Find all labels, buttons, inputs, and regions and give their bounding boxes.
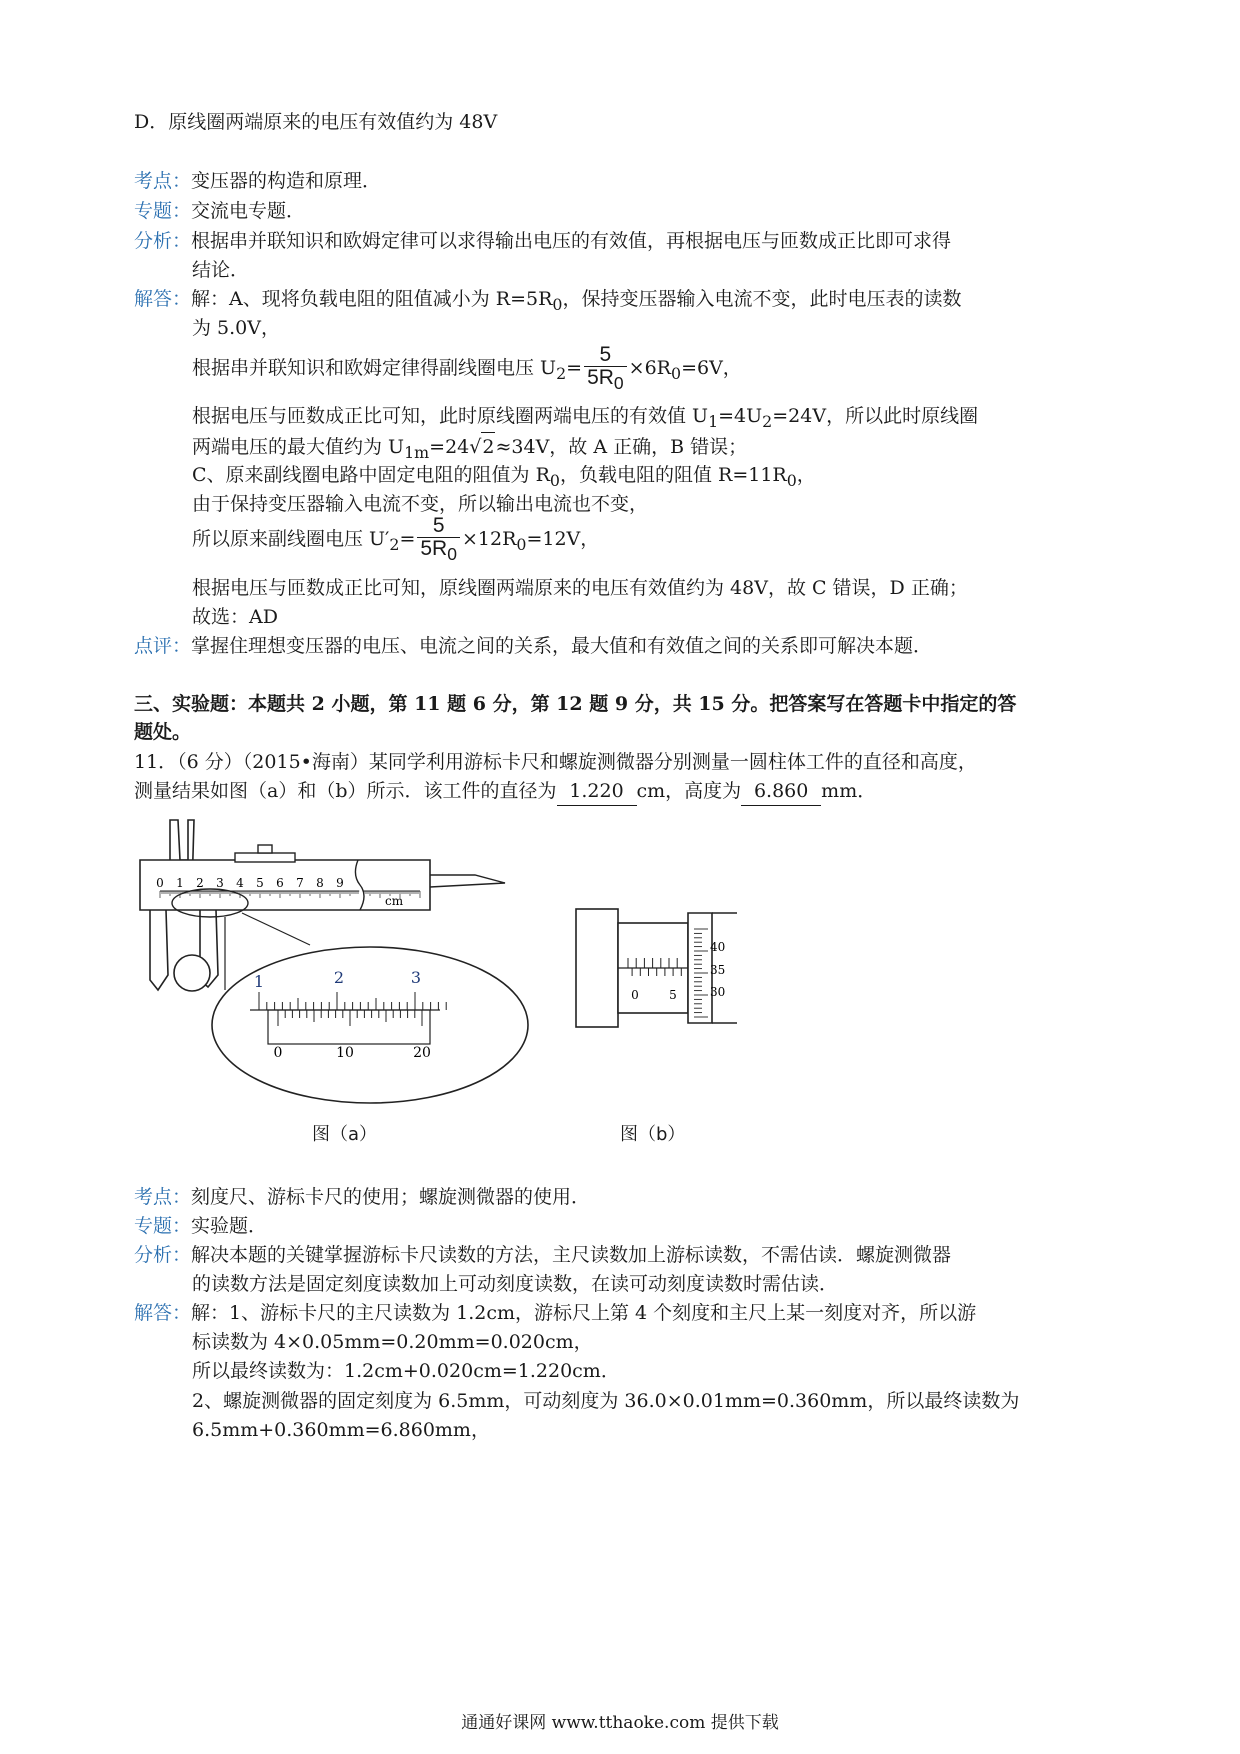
micrometer-thimble (688, 913, 712, 1023)
zoom-main-num: 1 (253, 972, 265, 991)
subscript: 0 (613, 373, 624, 394)
jieda-text: =6V， (681, 357, 742, 380)
subscript: 0 (447, 544, 457, 565)
depth-rod (430, 875, 505, 887)
answer-blank-height: 6.860 (741, 777, 821, 806)
caliper-slider (235, 853, 295, 862)
jieda-line: 6.5mm+0.360mm=6.860mm， (192, 1419, 490, 1441)
jieda-text: ×6R (628, 357, 671, 380)
jieda-text: 所以原来副线圈电压 U′ (192, 528, 390, 551)
fenxi-text-2: 的读数方法是固定刻度读数加上可动刻度读数，在读可动刻度读数时需估读． (192, 1273, 839, 1295)
question-text: cm，高度为 (636, 780, 742, 802)
kaodian-label: 考点： (134, 1186, 192, 1208)
subscript: 2 (762, 411, 773, 431)
fraction-numerator: 5 (599, 343, 612, 366)
vernier-num: 20 (413, 1045, 431, 1061)
jieda-text: 解：A、现将负载电阻的阻值减小为 R=5R (191, 288, 553, 310)
fraction-denominator (417, 537, 460, 565)
vernier-num: 10 (336, 1045, 354, 1061)
kaodian-label: 考点： (134, 170, 192, 192)
dianping-label: 点评： (134, 635, 192, 657)
subscript: 2 (556, 363, 567, 383)
kaodian-row (134, 1183, 590, 1211)
fenxi-row (134, 1241, 951, 1269)
jieda-text: ≈34V，故 A 正确，B 错误； (495, 436, 748, 458)
fenxi-text-1: 解决本题的关键掌握游标卡尺读数的方法，主尺读数加上游标读数，不需估读．螺旋测微器 (191, 1244, 952, 1266)
scale-num: 2 (196, 876, 204, 890)
jieda-text: ， (796, 464, 816, 486)
micrometer-figure (572, 905, 742, 1035)
fenxi-text-1: 根据串并联知识和欧姆定律可以求得输出电压的有效值，再根据电压与匝数成正比即可求得 (191, 230, 952, 252)
formula-u2-prime (192, 515, 599, 567)
sleeve-num: 5 (669, 988, 677, 1002)
page-footer: 通通好课网 www.tthaoke.com 提供下载 (461, 1713, 779, 1733)
jieda-answer: 故选：AD (192, 606, 278, 628)
thimble-num: 40 (710, 940, 726, 954)
zhuanti-row (134, 1212, 267, 1240)
thimble-num: 35 (710, 963, 726, 977)
micrometer-anvil (576, 909, 618, 1027)
zhuanti-label: 专题： (134, 1215, 192, 1237)
zoom-main-num: 3 (410, 968, 422, 987)
question-text: 测量结果如图（a）和（b）所示．该工件的直径为 (134, 780, 557, 802)
jieda-line: 所以最终读数为：1.2cm+0.020cm=1.220cm． (192, 1360, 620, 1382)
jieda-text: 两端电压的最大值约为 U (192, 436, 405, 458)
sleeve-num: 0 (631, 988, 639, 1002)
jieda-text: 根据电压与匝数成正比可知，此时原线圈两端电压的有效值 U (192, 405, 709, 427)
figure-b-caption: 图（b） (620, 1124, 686, 1145)
jieda-line: 由于保持变压器输入电流不变，所以输出电流也不变， (192, 493, 649, 515)
answer-blank-diameter: 1.220 (557, 777, 637, 806)
jieda-text: ×12R (461, 528, 517, 551)
scale-num: 7 (296, 876, 304, 890)
subscript: 0 (516, 534, 527, 554)
kaodian-text: 变压器的构造和原理． (191, 170, 382, 192)
question-11-line2 (134, 777, 876, 806)
subscript: 1 (708, 411, 719, 431)
jieda-text: =12V， (526, 528, 600, 551)
subscript: 0 (670, 363, 682, 383)
zhuanti-row (134, 197, 305, 225)
jieda-line: 2、螺旋测微器的固定刻度为 6.5mm，可动刻度为 36.0×0.01mm=0.360mm，所以最终读数为 (192, 1390, 1020, 1412)
jieda-text: C、原来副线圈电路中固定电阻的阻值为 R (192, 464, 550, 486)
question-11: 11．（6 分）（2015•海南）某同学利用游标卡尺和螺旋测微器分别测量一圆柱体工件的直径和高度， (134, 751, 977, 773)
scale-num: 0 (156, 876, 164, 890)
scale-num: 9 (336, 876, 344, 890)
scale-num: 4 (236, 876, 244, 890)
option-d: D．原线圈两端原来的电压有效值约为 48V (134, 111, 498, 133)
section-heading-cont: 题处。 (134, 721, 192, 743)
fraction-denominator (584, 366, 627, 394)
scale-num: 1 (176, 876, 184, 890)
thimble-num: 30 (710, 985, 726, 999)
jieda-label: 解答： (134, 288, 192, 310)
subscript: 0 (552, 294, 563, 314)
jieda-text: 根据串并联知识和欧姆定律得副线圈电压 U (192, 357, 557, 380)
jieda-label: 解答： (134, 1302, 192, 1324)
figure-a-caption: 图（a） (312, 1124, 378, 1145)
caliper-thumb-screw (258, 845, 272, 853)
dianping-row (134, 632, 932, 660)
workpiece-cylinder (174, 955, 210, 991)
scale-num: 8 (316, 876, 324, 890)
kaodian-row (134, 167, 381, 195)
scale-num: 3 (216, 876, 224, 890)
magnified-view (212, 947, 528, 1103)
jieda-text: =4U (718, 405, 763, 427)
fraction-numerator: 5 (432, 514, 445, 537)
dianping-text: 掌握住理想变压器的电压、电流之间的关系，最大值和有效值之间的关系即可解决本题． (191, 635, 933, 657)
fraction (584, 344, 627, 394)
fenxi-row (134, 227, 951, 255)
caliper-lower-jaw (150, 910, 168, 990)
subscript: 1m (404, 442, 430, 462)
denominator-text: 5R (420, 537, 448, 560)
jieda-text: ，负载电阻的阻值 R=11R (559, 464, 787, 486)
equals: = (399, 528, 416, 551)
question-text: mm． (821, 780, 877, 802)
subscript: 0 (786, 470, 797, 490)
fenxi-label: 分析： (134, 1244, 192, 1266)
zhuanti-text: 实验题． (191, 1215, 268, 1237)
jieda-text: =24 (429, 436, 470, 458)
scale-num: 5 (256, 876, 264, 890)
fenxi-text-2: 结论． (192, 259, 250, 281)
vernier-num: 0 (273, 1045, 283, 1061)
zhuanti-text: 交流电专题． (191, 200, 306, 222)
fraction (417, 515, 460, 565)
section-heading: 三、实验题：本题共 2 小题，第 11 题 6 分，第 12 题 9 分，共 15 分。把答案写在答题卡中指定的答 (134, 693, 1017, 715)
sqrt-symbol: √ (469, 436, 482, 458)
fenxi-label: 分析： (134, 230, 192, 252)
unit-label: cm (385, 894, 404, 908)
zhuanti-label: 专题： (134, 200, 192, 222)
sqrt-content: 2 (481, 432, 495, 461)
zoom-main-num: 2 (333, 968, 345, 987)
jieda-line: 为 5.0V， (192, 317, 280, 339)
jieda-line: 根据电压与匝数成正比可知，原线圈两端原来的电压有效值约为 48V，故 C 错误，D 正确； (192, 577, 968, 599)
equals: = (566, 357, 583, 380)
subscript: 0 (549, 470, 560, 490)
jieda-text: ，保持变压器输入电流不变，此时电压表的读数 (562, 288, 962, 310)
scale-num: 6 (276, 876, 284, 890)
kaodian-text: 刻度尺、游标卡尺的使用；螺旋测微器的使用． (191, 1186, 591, 1208)
vernier-caliper-figure (130, 815, 530, 1110)
jieda-line: 标读数为 4×0.05mm=0.20mm=0.020cm， (192, 1331, 593, 1353)
formula-u2 (192, 344, 742, 396)
jieda-row (134, 1299, 976, 1327)
jieda-text: =24V，所以此时原线圈 (772, 405, 979, 427)
jieda-line (192, 402, 978, 436)
denominator-text: 5R (587, 366, 614, 389)
subscript: 2 (389, 534, 400, 554)
jieda-text: 解：1、游标卡尺的主尺读数为 1.2cm，游标尺上第 4 个刻度和主尺上某一刻度对齐，所以游 (191, 1302, 977, 1324)
